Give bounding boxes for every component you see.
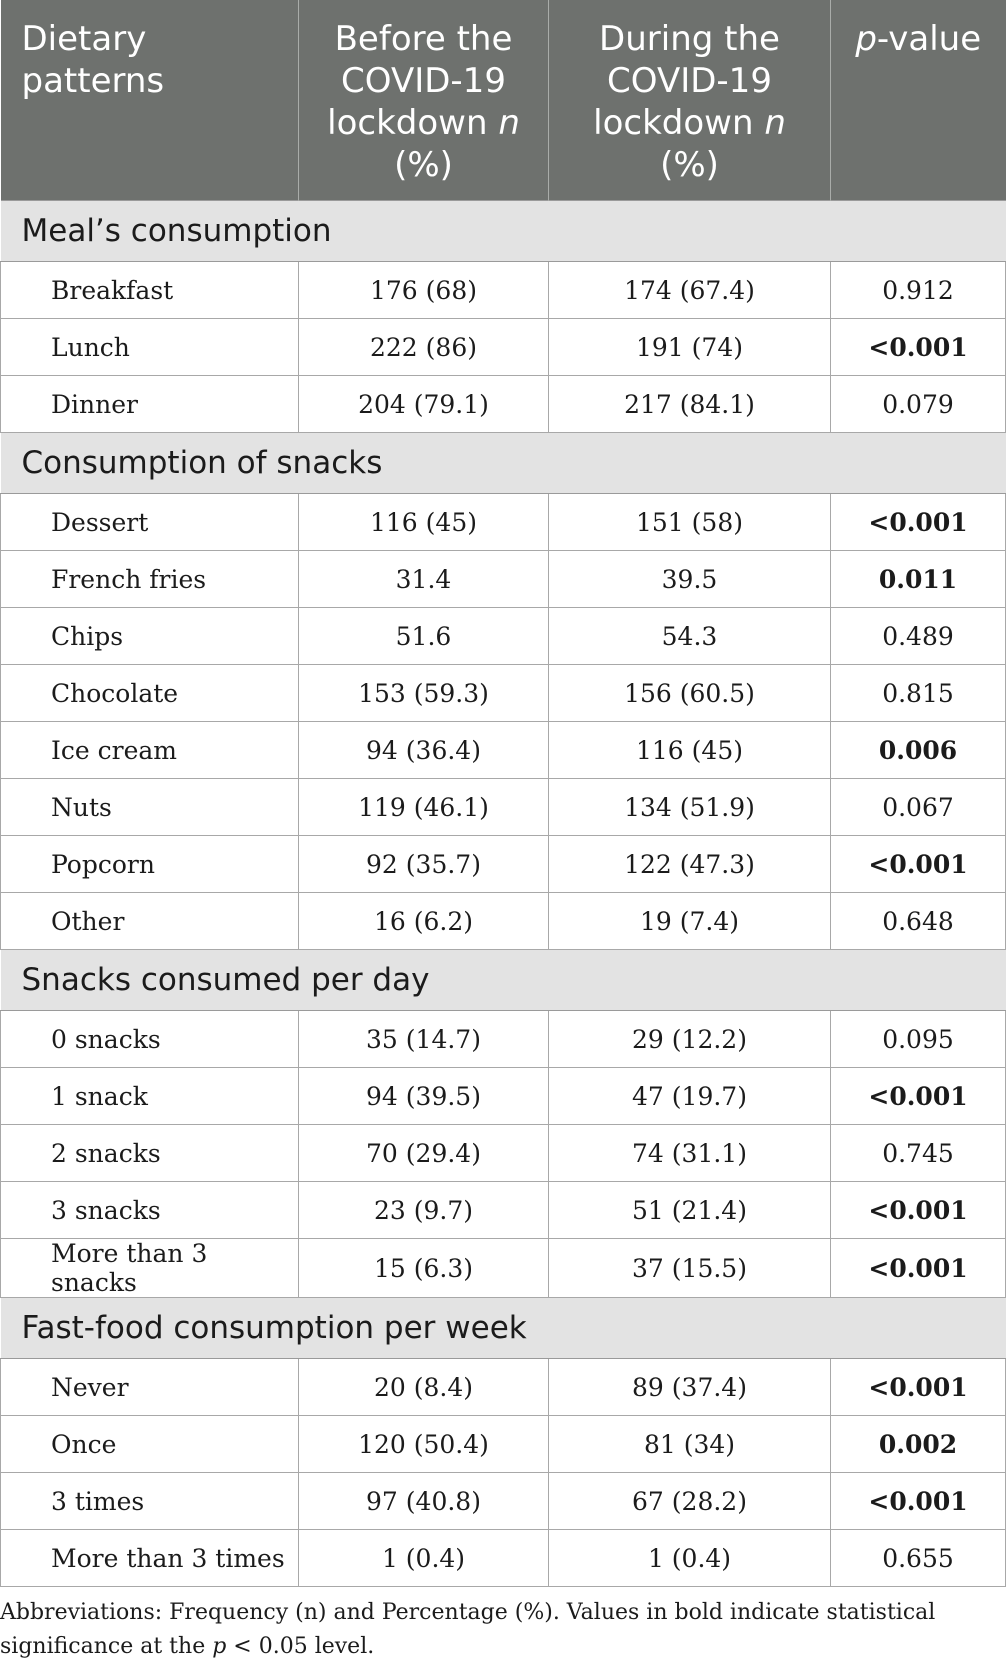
before-value: 176 (68) xyxy=(299,262,549,319)
p-value: <0.001 xyxy=(831,319,1006,376)
during-value: 74 (31.1) xyxy=(549,1125,831,1182)
before-value: 70 (29.4) xyxy=(299,1125,549,1182)
before-value: 20 (8.4) xyxy=(299,1359,549,1416)
table-row xyxy=(1,608,1006,665)
table-row xyxy=(1,893,1006,950)
before-value: 116 (45) xyxy=(299,494,549,551)
before-value: 35 (14.7) xyxy=(299,1011,549,1068)
table-row xyxy=(1,665,1006,722)
section-title: Meal’s consumption xyxy=(1,201,1006,262)
table-footnote: Abbreviations: Frequency (n) and Percentage (%). Values in bold indicate statistical significance at the p < 0.05 level. xyxy=(0,1600,936,1659)
p-value: 0.006 xyxy=(831,722,1006,779)
table-header xyxy=(1,0,1006,201)
p-value: 0.648 xyxy=(831,893,1006,950)
during-value: 54.3 xyxy=(549,608,831,665)
before-value: 51.6 xyxy=(299,608,549,665)
p-value: <0.001 xyxy=(831,1182,1006,1239)
row-label: 2 snacks xyxy=(1,1125,299,1182)
before-value: 1 (0.4) xyxy=(299,1530,549,1587)
table-row xyxy=(1,551,1006,608)
during-value: 156 (60.5) xyxy=(549,665,831,722)
p-value: 0.815 xyxy=(831,665,1006,722)
before-value: 16 (6.2) xyxy=(299,893,549,950)
row-label: Once xyxy=(1,1416,299,1473)
header-dietary-patterns: Dietary patterns xyxy=(1,0,299,201)
before-value: 94 (39.5) xyxy=(299,1068,549,1125)
row-label: Nuts xyxy=(1,779,299,836)
during-value: 122 (47.3) xyxy=(549,836,831,893)
row-label: 3 snacks xyxy=(1,1182,299,1239)
p-value: 0.002 xyxy=(831,1416,1006,1473)
row-label: French fries xyxy=(1,551,299,608)
table-row xyxy=(1,1011,1006,1068)
header-p-value: p-value xyxy=(831,0,1006,201)
table-row xyxy=(1,1125,1006,1182)
before-value: 94 (36.4) xyxy=(299,722,549,779)
p-value: <0.001 xyxy=(831,1239,1006,1298)
row-label: Dessert xyxy=(1,494,299,551)
section-header-row xyxy=(1,950,1006,1011)
p-value: 0.912 xyxy=(831,262,1006,319)
section-header-row xyxy=(1,201,1006,262)
section-title: Fast-food consumption per week xyxy=(1,1298,1006,1359)
before-value: 92 (35.7) xyxy=(299,836,549,893)
p-value: <0.001 xyxy=(831,836,1006,893)
header-before-lockdown: Before the COVID-19 lockdown n (%) xyxy=(299,0,549,201)
table-row xyxy=(1,836,1006,893)
section-title: Consumption of snacks xyxy=(1,433,1006,494)
table-row xyxy=(1,1359,1006,1416)
before-value: 204 (79.1) xyxy=(299,376,549,433)
during-value: 89 (37.4) xyxy=(549,1359,831,1416)
before-value: 222 (86) xyxy=(299,319,549,376)
row-label: Never xyxy=(1,1359,299,1416)
before-value: 15 (6.3) xyxy=(299,1239,549,1298)
table-row xyxy=(1,1068,1006,1125)
p-value: <0.001 xyxy=(831,494,1006,551)
table-row xyxy=(1,1416,1006,1473)
section-title: Snacks consumed per day xyxy=(1,950,1006,1011)
during-value: 174 (67.4) xyxy=(549,262,831,319)
row-label: Dinner xyxy=(1,376,299,433)
table-body xyxy=(1,201,1006,1587)
during-value: 51 (21.4) xyxy=(549,1182,831,1239)
table-row xyxy=(1,376,1006,433)
row-label: 1 snack xyxy=(1,1068,299,1125)
during-value: 116 (45) xyxy=(549,722,831,779)
p-value: 0.655 xyxy=(831,1530,1006,1587)
during-value: 191 (74) xyxy=(549,319,831,376)
during-value: 37 (15.5) xyxy=(549,1239,831,1298)
table-row xyxy=(1,1530,1006,1587)
row-label: More than 3 times xyxy=(1,1530,299,1587)
p-value: 0.745 xyxy=(831,1125,1006,1182)
section-header-row xyxy=(1,1298,1006,1359)
header-during-lockdown: During the COVID-19 lockdown n (%) xyxy=(549,0,831,201)
during-value: 67 (28.2) xyxy=(549,1473,831,1530)
during-value: 47 (19.7) xyxy=(549,1068,831,1125)
p-value: <0.001 xyxy=(831,1068,1006,1125)
before-value: 23 (9.7) xyxy=(299,1182,549,1239)
row-label: Chocolate xyxy=(1,665,299,722)
p-value: 0.067 xyxy=(831,779,1006,836)
section-header-row xyxy=(1,433,1006,494)
row-label: Popcorn xyxy=(1,836,299,893)
during-value: 81 (34) xyxy=(549,1416,831,1473)
during-value: 19 (7.4) xyxy=(549,893,831,950)
p-value: 0.095 xyxy=(831,1011,1006,1068)
row-label: Other xyxy=(1,893,299,950)
row-label: Chips xyxy=(1,608,299,665)
during-value: 151 (58) xyxy=(549,494,831,551)
table-row xyxy=(1,1182,1006,1239)
p-value: 0.079 xyxy=(831,376,1006,433)
before-value: 119 (46.1) xyxy=(299,779,549,836)
p-value: 0.489 xyxy=(831,608,1006,665)
row-label: More than 3 snacks xyxy=(1,1239,299,1298)
row-label: Lunch xyxy=(1,319,299,376)
during-value: 1 (0.4) xyxy=(549,1530,831,1587)
table-row xyxy=(1,319,1006,376)
row-label: 0 snacks xyxy=(1,1011,299,1068)
before-value: 153 (59.3) xyxy=(299,665,549,722)
during-value: 39.5 xyxy=(549,551,831,608)
table-row xyxy=(1,779,1006,836)
table-row xyxy=(1,262,1006,319)
p-value: <0.001 xyxy=(831,1473,1006,1530)
table-row xyxy=(1,722,1006,779)
row-label: 3 times xyxy=(1,1473,299,1530)
table-row xyxy=(1,494,1006,551)
during-value: 134 (51.9) xyxy=(549,779,831,836)
during-value: 217 (84.1) xyxy=(549,376,831,433)
during-value: 29 (12.2) xyxy=(549,1011,831,1068)
row-label: Breakfast xyxy=(1,262,299,319)
before-value: 31.4 xyxy=(299,551,549,608)
table-row xyxy=(1,1473,1006,1530)
p-value: <0.001 xyxy=(831,1359,1006,1416)
table-row xyxy=(1,1239,1006,1298)
row-label: Ice cream xyxy=(1,722,299,779)
p-value: 0.011 xyxy=(831,551,1006,608)
before-value: 97 (40.8) xyxy=(299,1473,549,1530)
before-value: 120 (50.4) xyxy=(299,1416,549,1473)
